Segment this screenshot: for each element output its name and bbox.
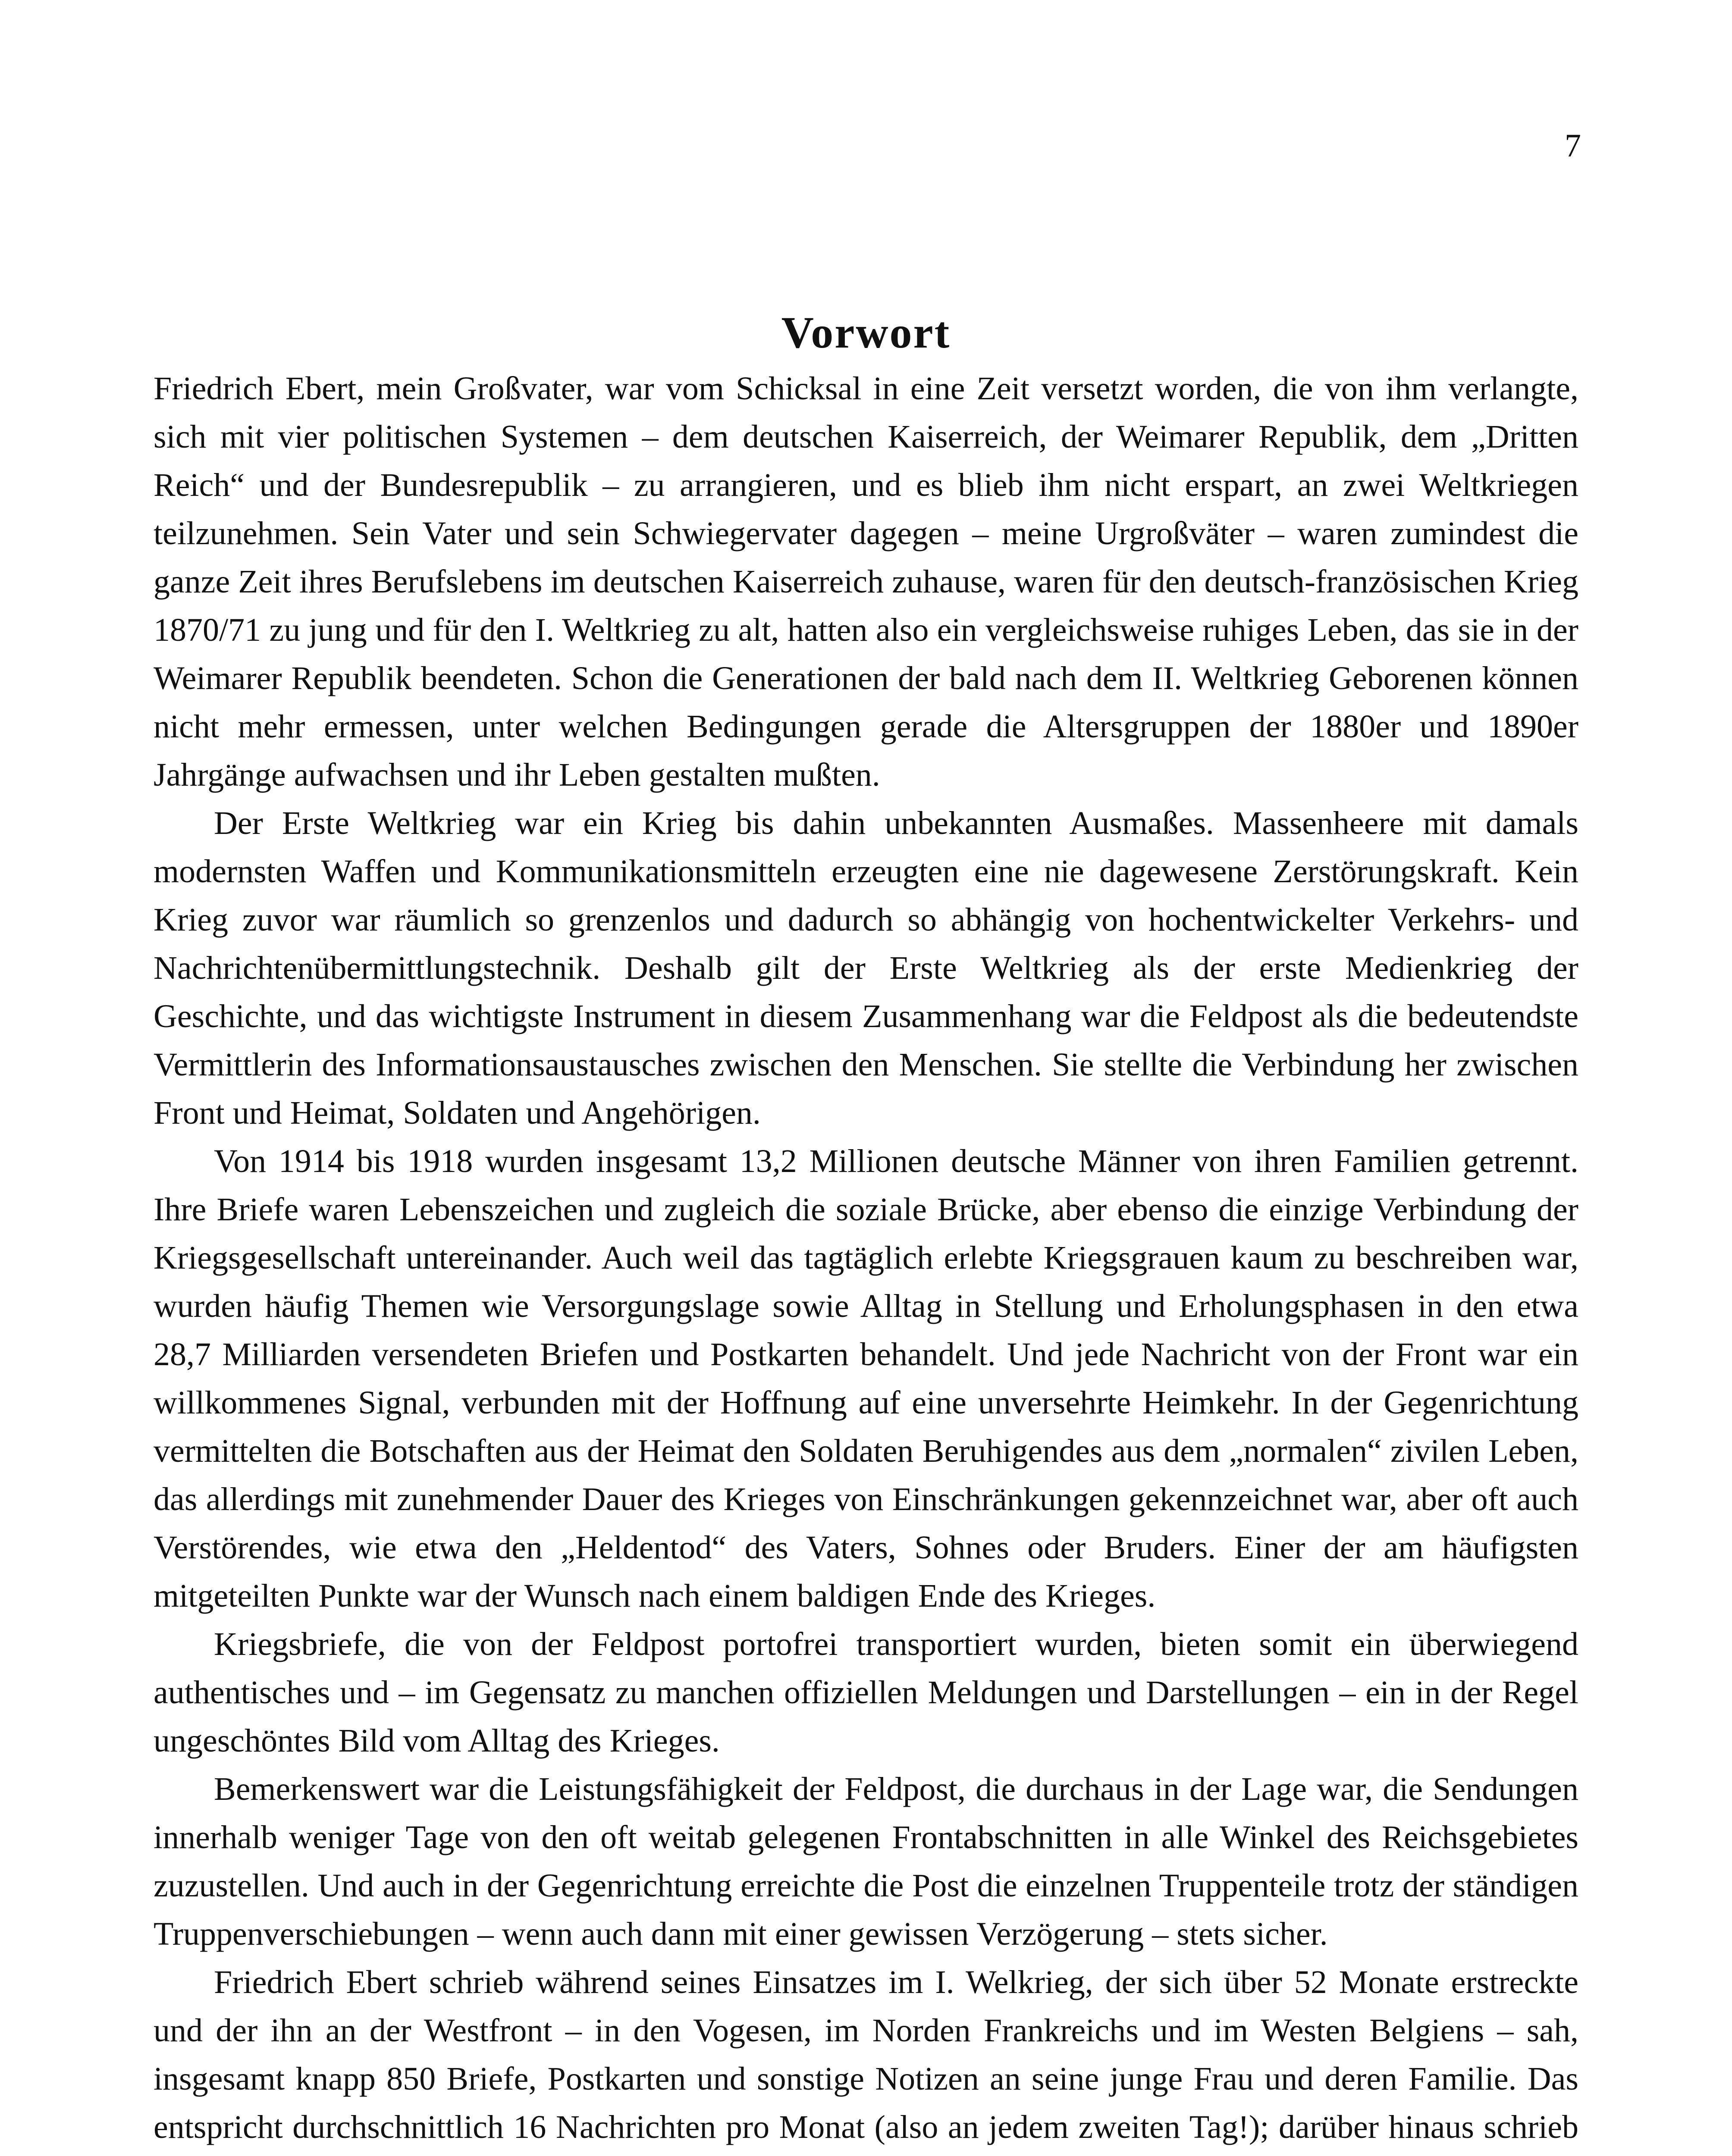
paragraph: Der Erste Weltkrieg war ein Krieg bis dahin unbekannten Ausmaßes. Massenheere mit damals modernsten Waffen und Kommunikationsmitteln erzeugten eine nie dagewesene Zerstörungskraft. Kein Krieg zuvor war räumlich so grenzenlos und dadurch so abhängig von hochentwickelter Verkehrs- und Nachrichtenübermittlungstechnik. Deshalb gilt der Erste Weltkrieg als der erste Medienkrieg der Geschichte, und das wichtigste Instrument in diesem Zusammenhang war die Feldpost als die bedeutendste Vermittlerin des Informationsaustausches zwischen den Menschen. Sie stellte die Verbindung her zwischen Front und Heimat, Soldaten und Angehörigen. (154, 805, 1578, 1131)
paragraph: Bemerkenswert war die Leistungsfähigkeit der Feldpost, die durchaus in der Lage war, die Sendungen innerhalb weniger Tage von den oft weitab gelegenen Frontabschnitten in alle Winkel des Reichsgebietes zuzustellen. Und auch in der Gegenrichtung erreichte die Post die einzelnen Truppenteile trotz der ständigen Truppenverschiebungen – wenn auch dann mit einer gewissen Verzögerung – stets sicher. (154, 1771, 1578, 1952)
paragraph: Kriegsbriefe, die von der Feldpost portofrei transportiert wurden, bieten somit ein überwiegend authentisches und – im Gegensatz zu manchen offiziellen Meldungen und Darstellungen – ein in der Regel ungeschöntes Bild vom Alltag des Krieges. (154, 1626, 1578, 1759)
paragraph: Friedrich Ebert, mein Großvater, war vom Schicksal in eine Zeit versetzt worden, die von ihm verlangte, sich mit vier politischen Systemen – dem deutschen Kaiserreich, der Weimarer Republik, dem „Dritten Reich“ und der Bundesrepublik – zu arrangieren, und es blieb ihm nicht erspart, an zwei Weltkriegen teilzunehmen. Sein Vater und sein Schwiegervater dagegen – meine Urgroßväter – waren zumindest die ganze Zeit ihres Berufslebens im deutschen Kaiserreich zuhause, waren für den deutsch-französischen Krieg 1870/71 zu jung und für den I. Weltkrieg zu alt, hatten also ein vergleichsweise ruhiges Leben, das sie in der Weimarer Republik beendeten. Schon die Generationen der bald nach dem II. Weltkrieg Geborenen können nicht mehr ermessen, unter welchen Bedingungen gerade die Altersgruppen der 1880er und 1890er Jahrgänge aufwachsen und ihr Leben gestalten mußten. (154, 370, 1578, 793)
paragraph: Friedrich Ebert schrieb während seines Einsatzes im I. Welkrieg, der sich über 52 Monate erstreckte und der ihn an der Westfront – in den Vogesen, im Norden Frankreichs und im Westen Belgiens – sah, insgesamt knapp 850 Briefe, Postkarten und sonstige Notizen an seine junge Frau und deren Familie. Das entspricht durchschnittlich 16 Nachrichten pro Monat (also an jedem zweiten Tag!); darüber hinaus schrieb (154, 1964, 1578, 2145)
paragraph: Von 1914 bis 1918 wurden insgesamt 13,2 Millionen deutsche Männer von ihren Familien getrennt. Ihre Briefe waren Lebenszeichen und zugleich die soziale Brücke, aber ebenso die einzige Verbindung der Kriegsgesellschaft untereinander. Auch weil das tagtäglich erlebte Kriegsgrauen kaum zu beschreiben war, wurden häufig Themen wie Versorgungslage sowie Alltag in Stellung und Erholungsphasen in den etwa 28,7 Milliarden versendeten Briefen und Postkarten behandelt. Und jede Nachricht von der Front war ein willkommenes Signal, verbunden mit der Hoffnung auf eine unversehrte Heimkehr. In der Gegenrichtung vermittelten die Botschaften aus der Heimat den Soldaten Beruhigendes aus dem „normalen“ zivilen Leben, das allerdings mit zunehmender Dauer des Krieges von Einschränkungen gekennzeichnet war, aber oft auch Verstörendes, wie etwa den „Heldentod“ des Vaters, Sohnes oder Bruders. Einer der am häufigsten mitgeteilten Punkte war der Wunsch nach einem baldigen Ende des Krieges. (154, 1143, 1578, 1614)
page-number: 7 (1565, 128, 1581, 164)
page-title: Vorwort (781, 307, 951, 357)
body-text (154, 364, 1578, 2156)
